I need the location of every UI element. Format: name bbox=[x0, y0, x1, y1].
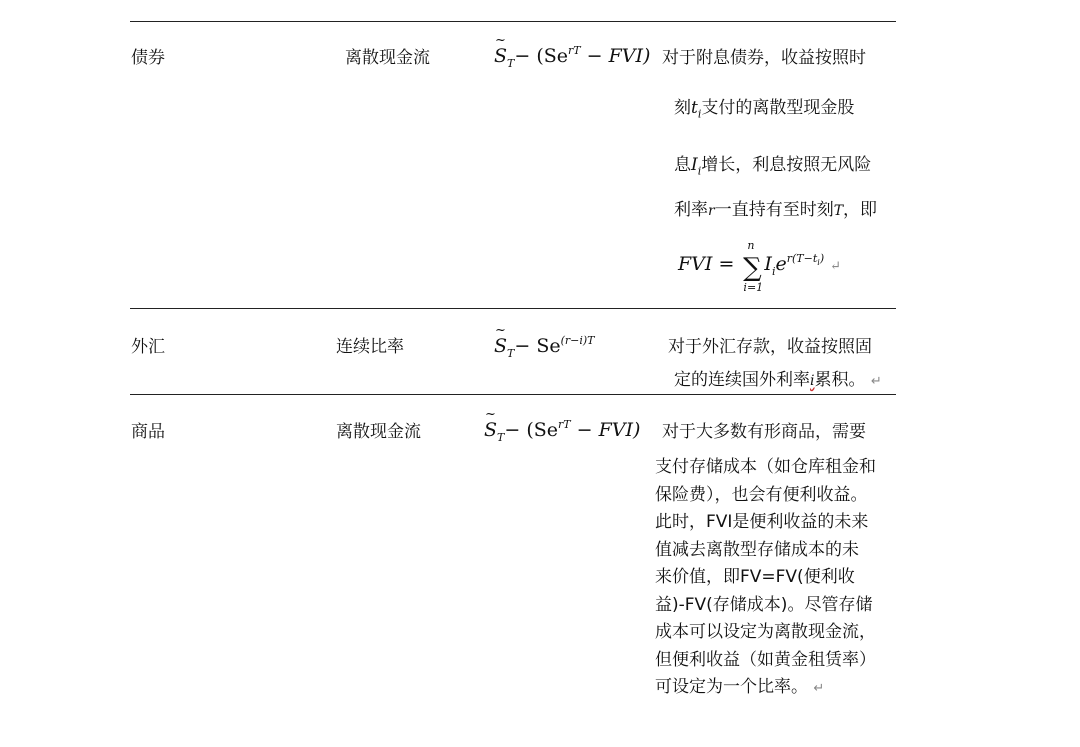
note-commodity-body bbox=[655, 454, 876, 703]
formula-bond: ~ $S_T- (Se^{rT} - FVI)$ bbox=[494, 44, 650, 70]
asset-cell-forex: 外汇 bbox=[131, 337, 165, 357]
formula-forex: ~ $S_T- Se^{(r-i)T}$ bbox=[494, 334, 595, 360]
note-commodity-line: 保险费），也会有便利收益。 bbox=[655, 484, 868, 505]
row-divider-2 bbox=[130, 394, 896, 395]
note-commodity-line-1: 对于大多数有形商品，需要 bbox=[662, 422, 866, 442]
income-type-cell-bond: 离散现金流 bbox=[345, 48, 430, 68]
table-top-rule bbox=[130, 21, 896, 22]
note-bond-line-3: 息$I_i$增长，利息按照无风险 bbox=[674, 155, 872, 178]
note-bond-line-2: 刻$t_i$支付的离散型现金股 bbox=[674, 98, 855, 121]
asset-cell-bond: 债券 bbox=[131, 48, 165, 68]
note-commodity-line: 成本可以设定为离散现金流， bbox=[655, 622, 876, 642]
asset-cell-commodity: 商品 bbox=[131, 422, 165, 442]
fvi-formula: FVI = ∑ n i=1 $I_ie^{r(T-t_i)}$ ↵ bbox=[678, 239, 842, 294]
income-type-cell-forex: 连续比率 bbox=[336, 337, 404, 357]
formula-commodity: ~ $S_T- (Se^{rT} - FVI)$ bbox=[484, 418, 640, 444]
return-mark-icon: ↵ bbox=[813, 681, 825, 696]
note-forex-line-2: 定的连续国外利率i累积。 ↵ bbox=[674, 370, 882, 390]
row-divider-1 bbox=[130, 308, 896, 309]
formula-tilde-s: ~ S bbox=[494, 335, 507, 357]
note-commodity-line: 但便利收益（如黄金租赁率） bbox=[655, 649, 876, 670]
note-bond-line-4: 利率r一直持有至时刻T，即 bbox=[674, 200, 878, 220]
note-commodity-line: 益)-FV(存储成本)。尽管存储 bbox=[655, 594, 873, 615]
return-mark-icon: ↵ bbox=[870, 374, 882, 389]
return-mark-icon: ↵ bbox=[830, 259, 842, 274]
note-bond-line-1: 对于附息债券，收益按照时 bbox=[662, 48, 866, 68]
note-commodity-line: 此时，FVI是便利收益的未来 bbox=[655, 512, 869, 532]
note-commodity-line: 来价值，即FV=FV(便利收 bbox=[655, 567, 855, 587]
income-type-cell-commodity: 离散现金流 bbox=[336, 422, 421, 442]
note-commodity-line: 值减去离散型存储成本的未 bbox=[655, 539, 859, 560]
note-commodity-line: 可设定为一个比率。 ↵ bbox=[655, 677, 825, 697]
formula-tilde-s: ~ S bbox=[484, 419, 497, 441]
formula-tilde-s: ~ S bbox=[494, 45, 507, 67]
note-commodity-line: 支付存储成本（如仓库租金和 bbox=[655, 457, 876, 477]
note-forex-line-1: 对于外汇存款，收益按照固 bbox=[668, 337, 872, 357]
sum-icon: ∑ n i=1 bbox=[743, 239, 764, 294]
